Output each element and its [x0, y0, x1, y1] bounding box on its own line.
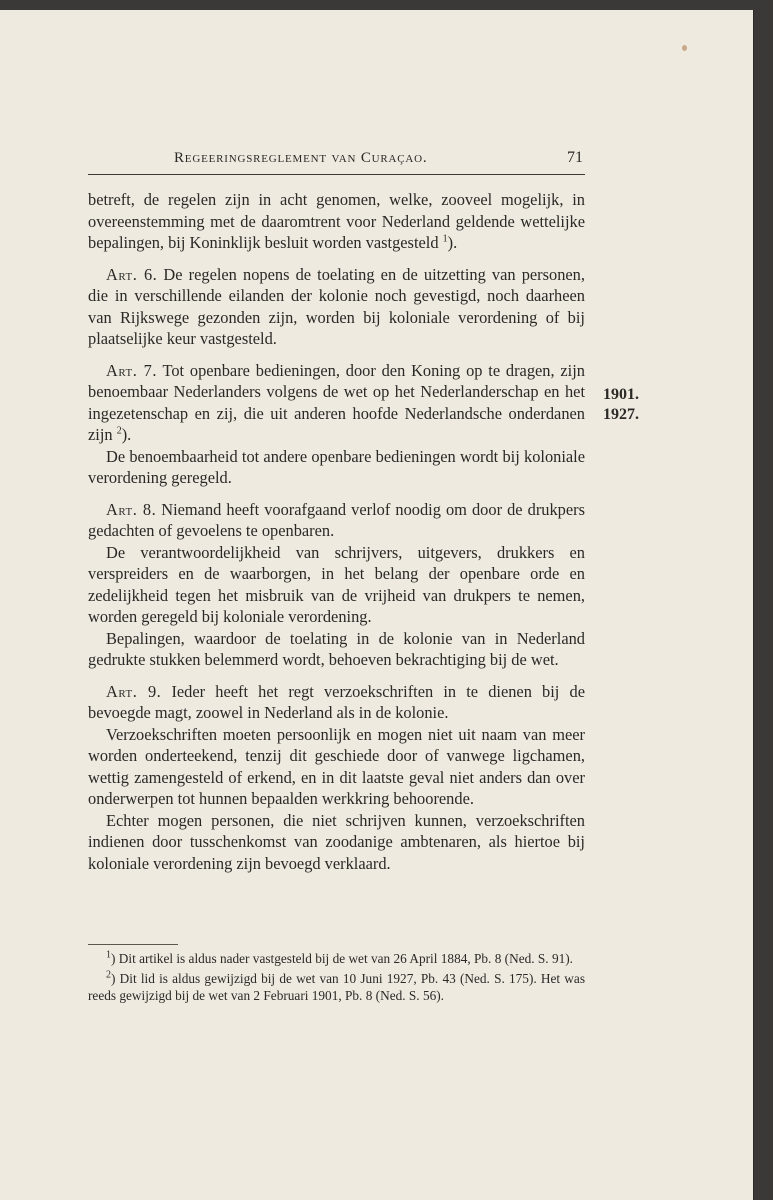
- footnote-mark: 2: [106, 969, 111, 981]
- article-text: Niemand heeft voorafgaand verlof noodig om door de drukpers gedachten of gevoelens te openbaren.: [88, 499, 585, 540]
- margin-note-year: 1901.: [603, 386, 639, 403]
- article-label: Art. 6.: [106, 264, 158, 284]
- margin-note-year: 1927.: [603, 406, 639, 423]
- article-9-paragraph-2: Verzoekschriften moeten persoonlijk en mogen niet uit naam van meer worden onderteekend, tenzij dit geschiede door of vanwege ligchamen, wettig zamengesteld of erkend, en in dit laatste geval niet anders dan over onderwerpen tot hunnen bepaalden werkkring behoorende.: [88, 724, 585, 808]
- article-8-paragraph-2: De verantwoordelijkheid van schrijvers, uitgevers, drukkers en verspreiders en de waarborgen, in het belang der openbare orde en zedelijkheid tegen het misbruik van de vrijheid van drukpers te nemen, worden geregeld bij koloniale verordening.: [88, 542, 585, 626]
- paper-stain: [682, 45, 687, 51]
- page-number: 71: [567, 149, 583, 166]
- footnote-mark: 1: [106, 949, 111, 961]
- footnotes: [88, 950, 585, 1007]
- article-8-paragraph-3: Bepalingen, waardoor de toelating in de kolonie van in Nederland gedrukte stukken belemmerd wordt, behoeven bekrachtiging bij de wet.: [88, 628, 585, 669]
- article-text: Tot openbare bedieningen, door den Koning op te dragen, zijn benoembaar Nederlanders volgens de wet op het Nederlanderschap en het ingezetenschap en zij, die uit anderen hoofde Nederlandsche onderdanen zijn: [88, 360, 585, 444]
- footnote-text: Dit artikel is aldus nader vastgesteld bij de wet van 26 April 1884, Pb. 8 (Ned. S. 91).: [118, 951, 574, 966]
- margin-notes: [603, 385, 639, 425]
- footnote-divider: [88, 944, 178, 945]
- footnote-text: Dit lid is aldus gewijzigd bij de wet van 10 Juni 1927, Pb. 43 (Ned. S. 175). Het was reeds gewijzigd bij de wet van 2 Februari 1901, Pb. 8 (Ned. S. 56).: [88, 970, 585, 1003]
- body-text: [88, 189, 585, 874]
- footnote-2: $^2$) Dit lid is aldus gewijzigd bij de wet van 10 Juni 1927, Pb. 43 (Ned. S. 175). Het was reeds gewijzigd bij de wet van 2 Februari 1901, Pb. 8 (Ned. S. 56).: [88, 969, 585, 1003]
- footnote-ref: 2: [116, 425, 122, 437]
- footnote-ref: 1: [442, 233, 448, 245]
- article-9-paragraph-3: Echter mogen personen, die niet schrijven kunnen, verzoekschriften indienen door tusschenkomst van zoodanige ambtenaren, als hiertoe bij koloniale verordening zijn bevoegd verklaard.: [88, 810, 585, 873]
- paragraph-text: betreft, de regelen zijn in acht genomen, welke, zooveel mogelijk, in overeenstemming met de daaromtrent voor Nederland geldende wettelijke bepalingen, bij Koninklijk besluit worden vastgesteld: [88, 190, 585, 252]
- footnote-1: $^1$) Dit artikel is aldus nader vastgesteld bij de wet van 26 April 1884, Pb. 8 (Ned. S. 91).: [106, 949, 574, 966]
- article-label: Art. 9.: [106, 681, 162, 701]
- running-title: Regeeringsreglement van Curaçao.: [174, 150, 428, 166]
- article-text: De regelen nopens de toelating en de uitzetting van personen, die in verschillende eilanden der kolonie noch gevestigd, noch daarheen van Rijkswege gezonden zijn, worden bij koloniale verordening of bij plaatselijke keur vastgesteld.: [88, 264, 585, 348]
- article-8: [88, 499, 585, 542]
- running-head: [88, 146, 585, 175]
- article-6: [88, 264, 585, 350]
- paragraph-continuation: betreft, de regelen zijn in acht genomen, welke, zooveel mogelijk, in overeenstemming met de daaromtrent voor Nederland geldende wettelijke bepalingen, bij Koninklijk besluit worden vastgesteld $^1$).: [88, 190, 585, 252]
- article-label: Art. 7.: [106, 360, 157, 380]
- article-7-paragraph-2: De benoembaarheid tot andere openbare bedieningen wordt bij koloniale verordening geregeld.: [88, 446, 585, 487]
- article-text: Ieder heeft het regt verzoekschriften in te dienen bij de bevoegde magt, zoowel in Nederland als in de kolonie.: [88, 681, 585, 722]
- book-page: [0, 10, 754, 1200]
- article-label: Art. 8.: [106, 499, 157, 519]
- article-7: Art. 7. Tot openbare bedieningen, door den Koning op te dragen, zijn benoembaar Nederlanders volgens de wet op het Nederlanderschap en het ingezetenschap en zij, die uit anderen hoofde Nederlandsche onderdanen zijn $^2$).: [88, 360, 585, 444]
- article-9: [88, 681, 585, 724]
